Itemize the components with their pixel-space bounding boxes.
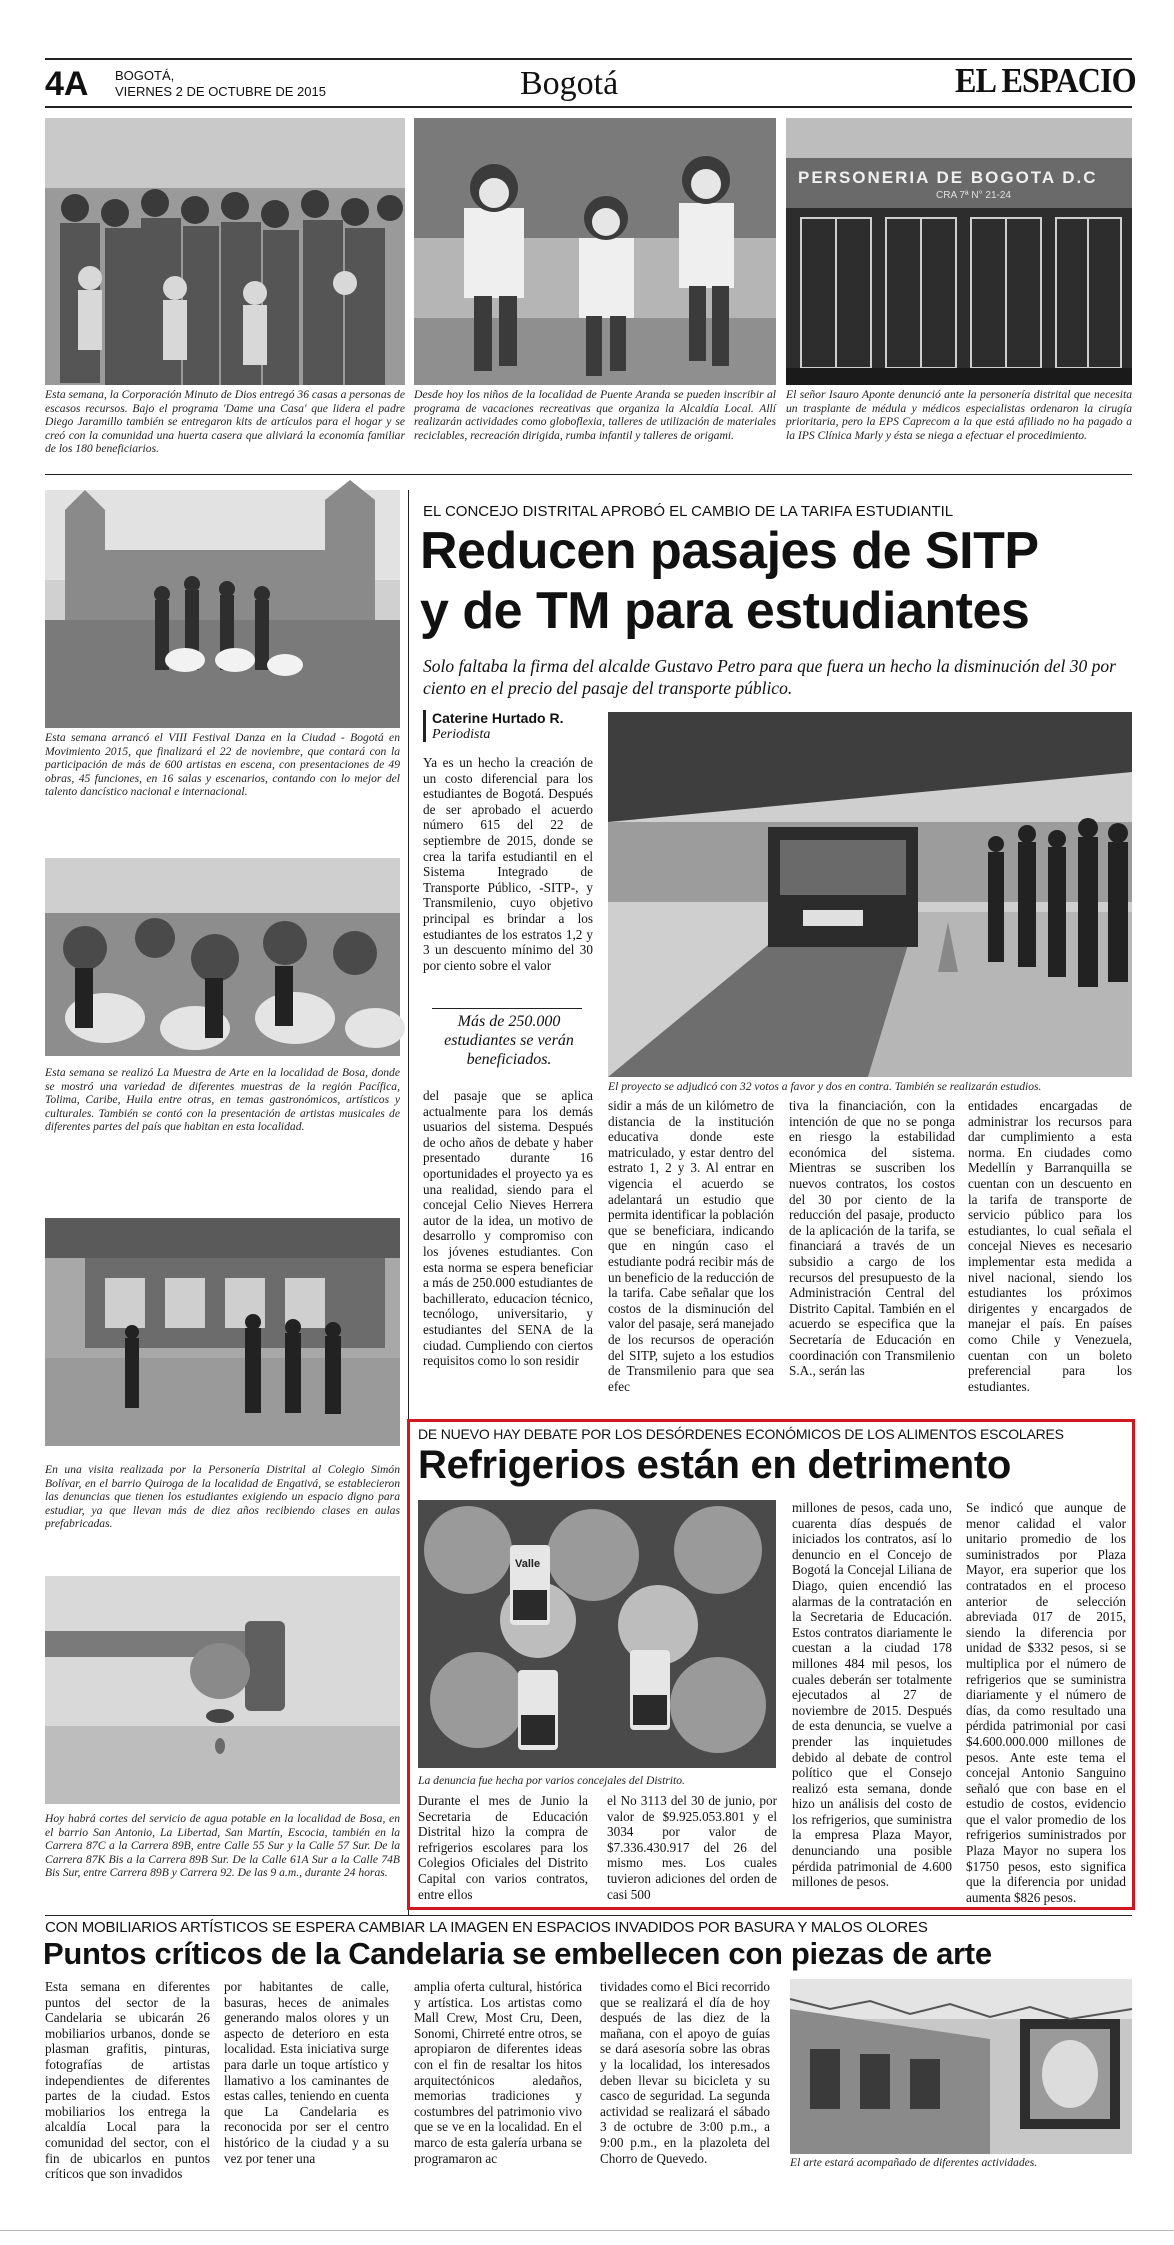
refrigerios-kicker: DE NUEVO HAY DEBATE POR LOS DESÓRDENES ECONÓMICOS DE LOS ALIMENTOS ESCOLARES [418, 1426, 1064, 1442]
header-city: BOGOTÁ, [115, 68, 175, 83]
sitp-pull-quote: Más de 250.000 estudiantes se verán beneficiados. [444, 1013, 574, 1068]
candelaria-kicker: CON MOBILIARIOS ARTÍSTICOS SE ESPERA CAMBIAR LA IMAGEN EN ESPACIOS INVADIDOS POR BASURA Y MALOS OLORES [45, 1919, 928, 1936]
photo-agua-grifo [45, 1576, 400, 1804]
caption-casas: Esta semana, la Corporación Minuto de Dios entregó 36 casas a personas de escasos recursos. Bajo el programa 'Dame una Casa' que lidera el padre Diego Jaramillo también se entregaron kits de artículos para el hogar y se creó con la comunidad una huerta casera que aliviará la economía familiar de los 180 beneficiarios. [45, 388, 405, 456]
sitp-title-line2: y de TM para estudiantes [420, 582, 1030, 640]
candelaria-col2: por habitantes de calle, basuras, heces de animales generando malos olores y un aspecto de deterioro en esta localidad. Esta iniciativa surge para darle un toque artístico y llamativo a los caminantes de estas calles, teniendo en cuenta que La Candelaria es reconocida por ser el centro histórico de la ciudad y a su vez por tener una [224, 1979, 389, 2166]
photo-refrigerios [418, 1500, 776, 1768]
sitp-col1-bottom: del pasaje que se aplica actualmente para los demás usuarios del sistema. Después de ocho años de debate y haber presentado durante 16 oportunidades el proyecto ya es una realidad, siendo para el concejal Celio Nieves Herrera autor de la idea, un motivo de desarrollo y compromiso con los jóvenes estudiantes. Con esta norma se espera beneficiar a más de 250.000 estudiantes de bachillerato, educacion técnico, tecnólogo, universitario, y estudiantes del SENA de la ciudad. Cumpliendo con ciertos requisitos como lo son residir [423, 1088, 593, 1369]
candelaria-rule [45, 1915, 1132, 1916]
refrigerios-title: Refrigerios están en detrimento [418, 1443, 1012, 1487]
sitp-role: Periodista [432, 727, 491, 742]
quote-rule-top [432, 1008, 582, 1009]
caption-festival-danza: Esta semana arrancó el VIII Festival Danza en la Ciudad - Bogotá en Movimiento 2015, que finalizará el 22 de noviembre, que contará con la participación de más de 600 artistas en escena, con presentaciones de 49 obras, 45 funciones, en 16 salas y escenarios, contando con lo mejor del talento dancístico nacional e internacional. [45, 731, 400, 799]
sitp-col2: sidir a más de un kilómetro de distancia de la institución educativa donde este matriculado, y estar dentro del estrato 1, 2 y 3. Al entrar en vigencia el acuerdo se adelantará un estudio que permita identificar la población que se beneficiara, indicando que en ningún caso el estudiante podrá recibir más de un beneficio de la reducción de la tarifa. Cabe señalar que los costos de la disminución del valor del pasaje, será manejado de los recursos de operación del SITP, sujeto a los estudios de Transmilenio para que sea efec [608, 1098, 774, 1394]
header-rule [45, 106, 1132, 108]
sitp-title-line1: Reducen pasajes de SITP [420, 522, 1039, 580]
page-number: 4A [45, 65, 89, 103]
photo-colegio [45, 1218, 400, 1446]
brand-logo: EL ESPACIO [955, 61, 1136, 100]
sitp-col4: entidades encargadas de administrar los recursos para dar cumplimiento a esta norma. En ciudades como Medellín y Barranquilla se cuentan con un descuento en la tarifa de transporte de servicio público para los estudiantes, lo cual señala el concejal Nieves es necesario implementar esta medida a nivel nacional, siendo los estudiantes los próximos dirigentes y encargados de manejar el país. En países como Chile y Venezuela, cuentan con un boleto preferencial para los estudiantes. [968, 1098, 1132, 1394]
refrigerios-col2: el No 3113 del 30 de junio, por valor de $9.925.053.801 y el 3034 por valor de $7.336.430.917 del 26 del mismo mes. Los cuales tuvieron adiciones del orden de casi 500 [607, 1793, 777, 1902]
refrigerios-col1: Durante el mes de Junio la Secretaria de Educación Distrital hizo la compra de refrigerios escolares para los Colegios Oficiales del Distrito Capital con varios contratos, entre ellos [418, 1793, 588, 1902]
juice-pack-label: Valle [515, 1558, 541, 1570]
caption-candelaria: El arte estará acompañado de diferentes actividades. [790, 2156, 1038, 2169]
caption-transmilenio: El proyecto se adjudicó con 32 votos a favor y dos en contra. También se realizarán estudios. [608, 1080, 1042, 1093]
section-rule [45, 474, 1132, 475]
photo-muestra-arte [45, 858, 400, 1056]
sitp-col1-top: Ya es un hecho la creación de un costo diferencial para los estudiantes de Bogotá. Después de ser aprobado el acuerdo número 615 del 22 de septiembre de 2015, donde se crea la tarifa estudiantil en el Sistema Integrado de Transporte Público, -SITP-, y Transmilenio, cuyo objetivo principal es brindar a los estudiantes de los estratos 1,2 y 3 un descuento mínimo del 30 por ciento sobre el valor [423, 755, 593, 973]
sitp-deck: Solo faltaba la firma del alcalde Gustavo Petro para que fuera un hecho la disminución del 30 por ciento en el precio del pasaje del transporte público. [423, 656, 1116, 698]
candelaria-col1: Esta semana en diferentes puntos del sector de la Candelaria se ubicarán 26 mobiliarios urbanos, donde se plasman grafitis, pinturas, fotografías de artistas independientes de diferentes partes de la ciudad. Estos mobiliarios los entrega la alcaldía Local para la comunidad del sector, con el fin de ubicarlos en puntos críticos que son invadidos [45, 1979, 210, 2182]
caption-colegio: En una visita realizada por la Personería Distrital al Colegio Simón Bolívar, en el barrio Quiroga de la localidad de Engativá, se establecieron las denuncias que tienen los estudiantes exigiendo un espacio digno para estudiar, ya que llevan más de diez años recibiendo clases en aulas prefabricadas. [45, 1463, 400, 1531]
refrigerios-col3: millones de pesos, cada uno, cuarenta días después de iniciados los contratos, así lo denuncio en el Concejo de Bogotá la Concejal Liliana de Diago, quien encendió las alarmas de la contratación en la Secretaria de Educación. Estos contratos diariamente le cuestan a la ciudad 178 millones 484 mil pesos, los cuales deberán ser totalmente ejecutados al 27 de noviembre de 2015. Después de esta denuncia, se vuelve a prender las inquietudes debido al debate de control político que el Consejo realizó esta semana, donde hizo un análisis del costo de los refrigerios, que suministra la empresa Plaza Mayor, denunciando una posible pérdida patrimonial de 4.600 millones de pesos. [792, 1500, 952, 1890]
photo-personeria [786, 118, 1132, 385]
sitp-col3: tiva la financiación, con la intención de que no se ponga en riesgo la estabilidad económica del sistema. Mientras se suscriben los nuevos contratos, los costos del 30 por ciento de la reducción del pasaje, producto de la aplicación de la tarifa, se financiará a través de un subsidio a cargo de los recursos del presupuesto de la Administración Central del Distrito Capital. También en el acuerdo se especifica que la Secretaría de Educación en coordinación con Transmilenio S.A., serán las [789, 1098, 955, 1379]
bottom-rule [0, 2230, 1174, 2231]
photo-transmilenio [608, 712, 1132, 1077]
candelaria-col3: amplia oferta cultural, histórica y artística. Los artistas como Mall Crew, Most Cru, Deen, Sonomi, Chirreté entre otros, se apropiaron de diferentes ideas con el fin de resaltar los hitos arquitectónicos aledaños, memorias tradiciones y costumbres del patrimonio vivo que se ve en la localidad. En el marco de esta galería urbana se programaron ac [414, 1979, 582, 2166]
candelaria-title: Puntos críticos de la Candelaria se embellecen con piezas de arte [43, 1936, 992, 1971]
section-title: Bogotá [520, 65, 619, 102]
caption-ninos: Desde hoy los niños de la localidad de Puente Aranda se pueden inscribir al programa de vacaciones recreativas que organiza la Alcaldía Local. Allí realizarán actividades como globoflexia, talleres de utilización de materiales reciclables, recreación dirigida, rumba infantil y talleres de origami. [414, 388, 776, 442]
refrigerios-col4: Se indicó que aunque de menor calidad el valor unitario promedio de los suministrados por Plaza Mayor, era superior que los contratados en el proceso anterior de selección abreviada 017 de 2015, siendo la diferencia por unidad de $332 pesos, si se multiplica por el número de refrigerios que se suministra diariamente y el número de días, da como resultado una pérdida patrimonial por casi $4.600.000.000 millones de pesos. Ante este tema el concejal Antonio Sanguino señaló que con base en el estudio de costos, evidencio que el valor promedio de los refrigerios suministrados por Plaza Mayor no supera los $1750 pesos, esto significa que la diferencia por unidad aumenta $826 pesos. [966, 1500, 1126, 1905]
caption-refrigerios: La denuncia fue hecha por varios concejales del Distrito. [418, 1774, 685, 1787]
photo-candelaria [790, 1979, 1132, 2154]
byline-bar [423, 710, 426, 742]
photo-festival-danza [45, 490, 400, 728]
sitp-author: Caterine Hurtado R. [432, 710, 564, 726]
caption-muestra-arte: Esta semana se realizó La Muestra de Arte en la localidad de Bosa, donde se mostró una variedad de diferentes muestras de la región Pacífica, Tolima, Caribe, Huila entre otras, en temas gastronómicos, artísticos y culturales. También se contó con la presentación de artistas musicales de diferentes partes del país que habitan en esta localidad. [45, 1066, 400, 1134]
caption-agua: Hoy habrá cortes del servicio de agua potable en la localidad de Bosa, en el barrio San Antonio, La Libertad, San Martín, Escocia, también en la Carrera 87C a la Carrera 89B, entre Calle 55 Sur y la Calle 57 Sur. De la Carrera 87K Bis a la Carrera 89B Sur. De la Calle 61A Sur a la Calle 74B Bis Sur, entre Carrera 89B y Carrera 92. De las 9 a.m., durante 24 horas. [45, 1812, 400, 1880]
personeria-address: CRA 7ª N° 21-24 [936, 190, 1011, 201]
caption-personeria: El señor Isauro Aponte denunció ante la personería distrital que necesita un trasplante de médula y médicos especialistas ordenaron la cirugía prioritaria, pero la EPS Caprecom a la que está afiliado no ha pagado a la IPS Clínica Marly y ésta se niega a efectuar el procedimiento. [786, 388, 1132, 442]
sitp-kicker: EL CONCEJO DISTRITAL APROBÓ EL CAMBIO DE LA TARIFA ESTUDIANTIL [423, 503, 954, 520]
personeria-sign: PERSONERIA DE BOGOTA D.C [798, 168, 1098, 187]
photo-casas [45, 118, 405, 385]
photo-ninos [414, 118, 776, 385]
header-date: VIERNES 2 DE OCTUBRE DE 2015 [115, 84, 326, 99]
candelaria-col4: tividades como el Bici recorrido que se realizará el día de hoy después de las diez de la mañana, con el apoyo de guías se dará asesoría sobre las obras y la localidad, los interesados deben llevar su bicicleta y su casco de seguridad. La segunda actividad se realizará el sábado 3 de octubre de 3:00 p.m., a 9:00 p.m., en la plazoleta del Chorro de Quevedo. [600, 1979, 770, 2166]
